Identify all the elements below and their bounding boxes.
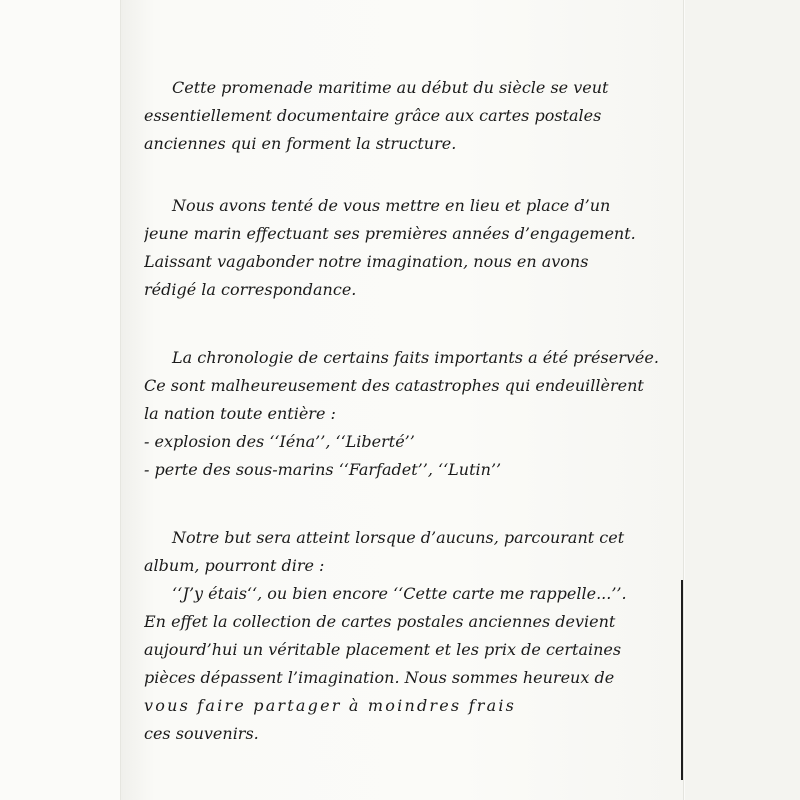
list-item: - perte des sous-marins ‘‘Farfadet’’, ‘‘Lutin’’ bbox=[144, 460, 502, 479]
background-right bbox=[685, 0, 800, 800]
text-line: rédigé la correspondance. bbox=[144, 280, 357, 299]
text-line: En effet la collection de cartes postales anciennes devient bbox=[144, 612, 616, 631]
page-text bbox=[144, 74, 664, 748]
text-line: Laissant vagabonder notre imagination, nous en avons bbox=[144, 252, 589, 271]
text-line: aujourd’hui un véritable placement et les prix de certaines bbox=[144, 640, 622, 659]
list-item: - explosion des ‘‘Iéna’’, ‘‘Liberté’’ bbox=[144, 432, 415, 451]
text-line: album, pourront dire : bbox=[144, 556, 325, 575]
text-line: la nation toute entière : bbox=[144, 404, 336, 423]
paragraph-spacer bbox=[144, 304, 664, 344]
text-line: pièces dépassent l’imagination. Nous sommes heureux de bbox=[144, 668, 615, 687]
text-line: ces souvenirs. bbox=[144, 724, 259, 743]
paragraph-spacer bbox=[144, 484, 664, 524]
text-line: Cette promenade maritime au début du siècle se veut bbox=[172, 78, 609, 97]
text-line: jeune marin effectuant ses premières années d’engagement. bbox=[144, 224, 636, 243]
paragraph-spacer bbox=[144, 158, 664, 192]
paragraph-chronologie bbox=[144, 344, 664, 484]
paragraph-intro bbox=[144, 74, 664, 158]
text-line: La chronologie de certains faits importants a été préservée. bbox=[172, 348, 659, 367]
text-line: ‘‘J’y étais‘‘, ou bien encore ‘‘Cette carte me rappelle...’’. bbox=[172, 584, 627, 603]
text-line: vous faire partager à moindres frais bbox=[144, 696, 517, 715]
text-line: Ce sont malheureusement des catastrophes qui endeuillèrent bbox=[144, 376, 644, 395]
text-line: essentiellement documentaire grâce aux cartes postales bbox=[144, 106, 602, 125]
paragraph-marin bbox=[144, 192, 664, 304]
page-edge-shadow bbox=[681, 580, 683, 780]
text-line: Notre but sera atteint lorsque d’aucuns, parcourant cet bbox=[172, 528, 625, 547]
text-line: anciennes qui en forment la structure. bbox=[144, 134, 457, 153]
text-line: Nous avons tenté de vous mettre en lieu et place d’un bbox=[172, 196, 611, 215]
paragraph-conclusion bbox=[144, 524, 664, 748]
